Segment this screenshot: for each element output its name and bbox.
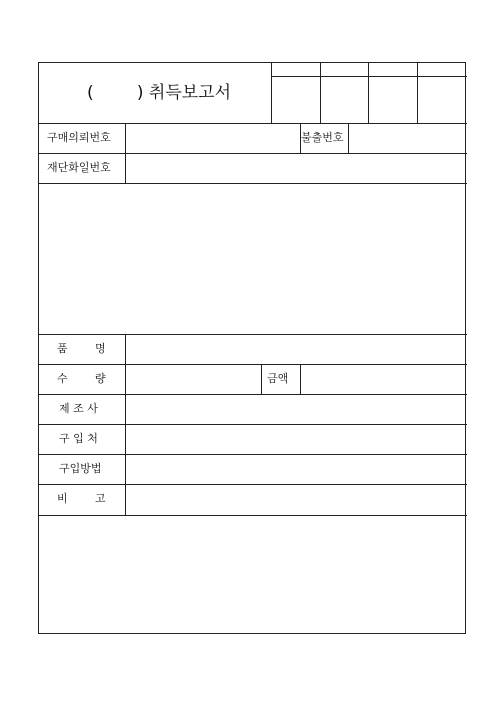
- description-area[interactable]: [40, 184, 466, 333]
- purchase-method-label: 구입방법: [59, 462, 102, 475]
- quantity-field[interactable]: [126, 365, 260, 393]
- item-name-label-1: 품: [57, 342, 68, 355]
- approval-sign-box-4[interactable]: [418, 77, 466, 122]
- acquisition-report-form: [38, 62, 466, 634]
- purchase-request-no-label: 구매의뢰번호: [47, 131, 111, 144]
- supplier-field[interactable]: [126, 425, 466, 453]
- asset-transfer-no-field[interactable]: [126, 154, 466, 182]
- disbursement-no-label: 불출번호: [301, 131, 344, 144]
- approval-sign-box-3[interactable]: [369, 77, 416, 122]
- remarks-field[interactable]: [126, 485, 466, 514]
- remarks-label-2: 고: [95, 492, 106, 505]
- manufacturer-label: 제 조 사: [59, 402, 98, 415]
- form-title: ( ) 취득보고서: [87, 83, 232, 103]
- purchase-method-field[interactable]: [126, 455, 466, 483]
- quantity-label-1: 수: [57, 372, 68, 385]
- item-name-label-2: 명: [95, 342, 106, 355]
- manufacturer-field[interactable]: [126, 395, 466, 423]
- column-divider: [261, 364, 262, 394]
- disbursement-no-field[interactable]: [349, 124, 466, 152]
- item-name-field[interactable]: [126, 335, 466, 363]
- remarks-label-1: 비: [57, 492, 68, 505]
- quantity-label-2: 량: [95, 372, 106, 385]
- approval-sign-box-2[interactable]: [321, 77, 367, 122]
- approval-sign-box-1[interactable]: [272, 77, 319, 122]
- asset-transfer-no-label: 재단화일번호: [47, 161, 111, 174]
- notes-area[interactable]: [40, 516, 466, 633]
- purchase-request-no-field[interactable]: [126, 124, 299, 152]
- amount-label: 금액: [267, 372, 289, 385]
- supplier-label: 구 입 처: [59, 432, 98, 445]
- amount-field[interactable]: [301, 365, 466, 393]
